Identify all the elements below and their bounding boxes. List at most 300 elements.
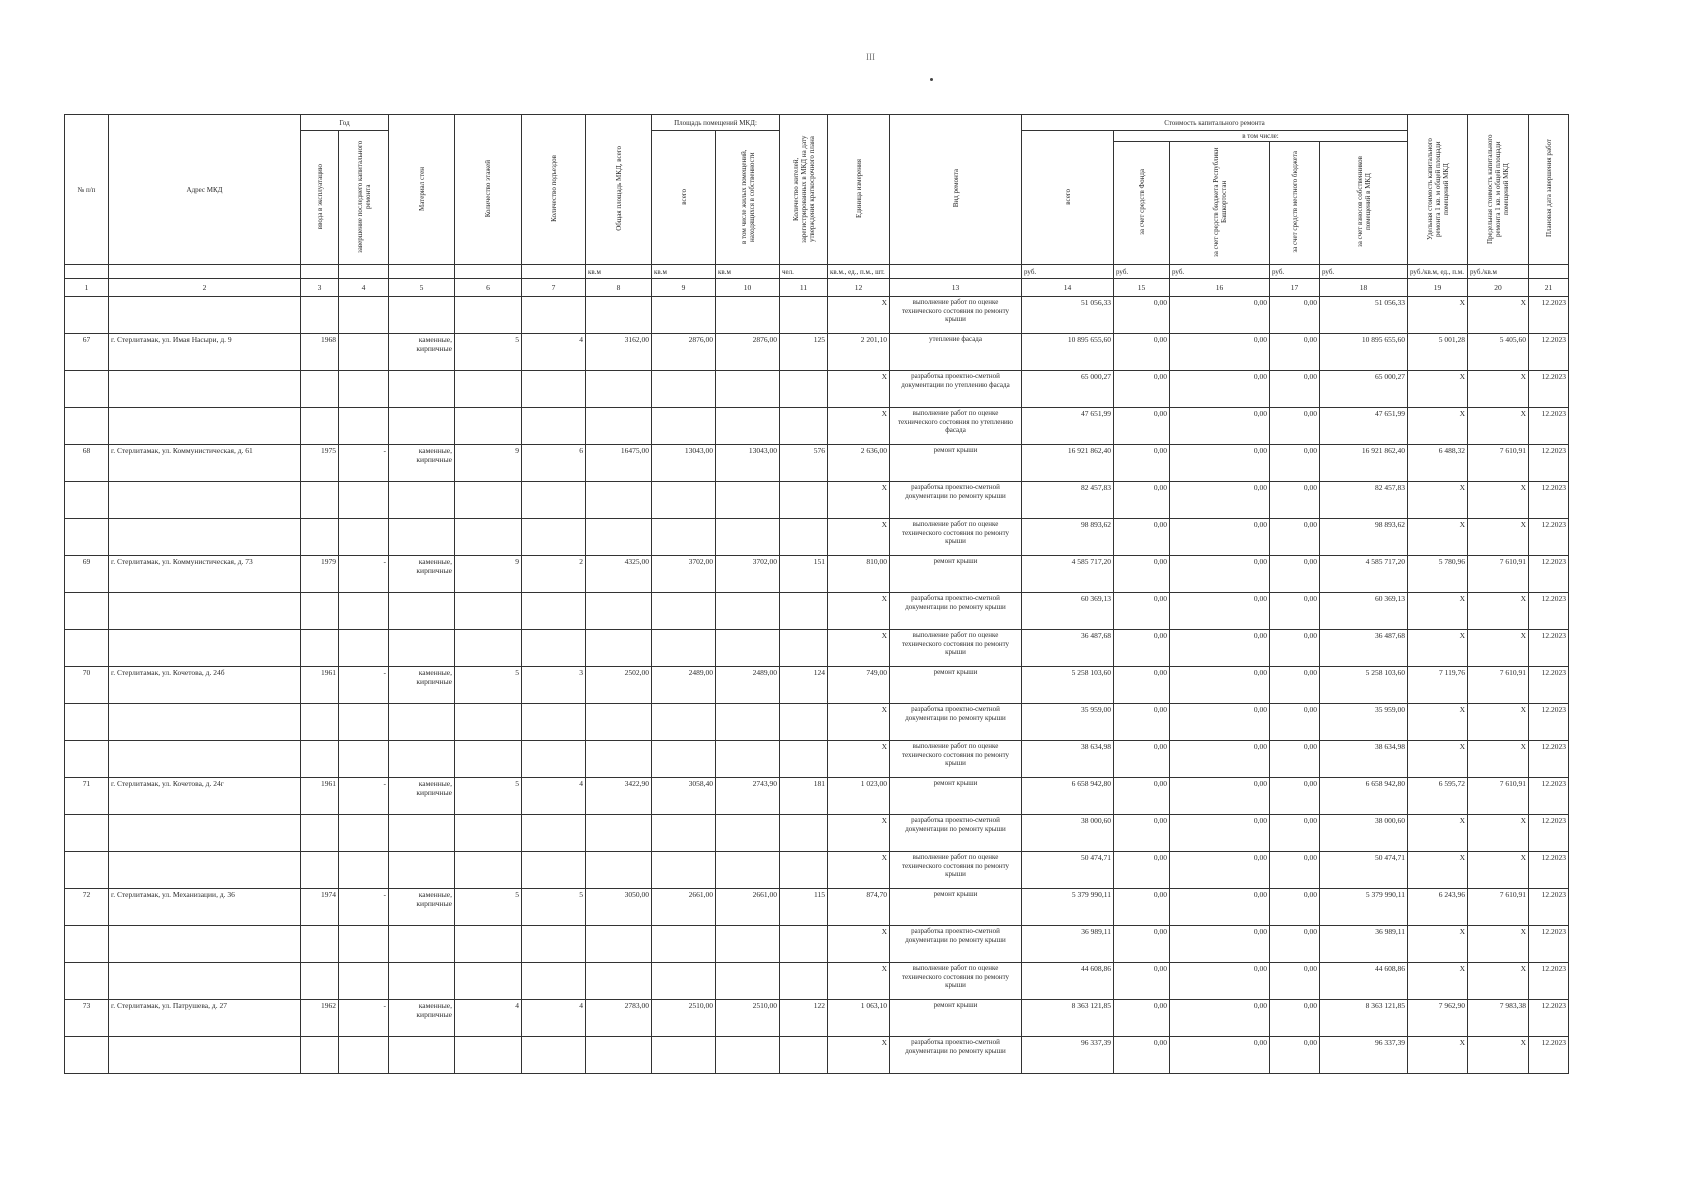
wall-material-cell: каменные, кирпичные bbox=[389, 1000, 455, 1037]
table-body bbox=[65, 297, 1569, 1074]
spec-cost-cell: X bbox=[1408, 408, 1468, 445]
row-number bbox=[65, 297, 109, 334]
residents-cell bbox=[780, 371, 828, 408]
cost-rb-cell: 0,00 bbox=[1170, 482, 1270, 519]
floors-cell bbox=[455, 408, 522, 445]
year-last-cell bbox=[339, 630, 389, 667]
cost-local-cell: 0,00 bbox=[1270, 556, 1320, 593]
wall-material-cell bbox=[389, 926, 455, 963]
unit-value-cell: X bbox=[828, 519, 890, 556]
year-built-cell bbox=[301, 593, 339, 630]
deadline-cell: 12.2023 bbox=[1529, 371, 1569, 408]
cost-fund-cell: 0,00 bbox=[1114, 741, 1170, 778]
premises-all-cell: 13043,00 bbox=[652, 445, 716, 482]
unit-value-cell: X bbox=[828, 482, 890, 519]
address-cell bbox=[109, 704, 301, 741]
unit-value-cell: X bbox=[828, 815, 890, 852]
spec-cost-cell: X bbox=[1408, 926, 1468, 963]
cost-rb-cell: 0,00 bbox=[1170, 815, 1270, 852]
unit-value-cell: 1 023,00 bbox=[828, 778, 890, 815]
cost-local-cell: 0,00 bbox=[1270, 334, 1320, 371]
entrances-cell bbox=[522, 926, 586, 963]
work-type-cell: ремонт крыши bbox=[890, 889, 1022, 926]
address-cell bbox=[109, 963, 301, 1000]
residents-cell bbox=[780, 741, 828, 778]
col-cost-total: всего bbox=[1022, 131, 1114, 265]
cost-total-cell: 35 959,00 bbox=[1022, 704, 1114, 741]
entrances-cell bbox=[522, 963, 586, 1000]
table-row bbox=[65, 297, 1569, 334]
residents-cell bbox=[780, 593, 828, 630]
deadline-cell: 12.2023 bbox=[1529, 519, 1569, 556]
unit-cell bbox=[301, 265, 339, 279]
wall-material-cell bbox=[389, 408, 455, 445]
floors-cell bbox=[455, 371, 522, 408]
year-last-cell bbox=[339, 519, 389, 556]
cost-rb-cell: 0,00 bbox=[1170, 926, 1270, 963]
deadline-cell: 12.2023 bbox=[1529, 667, 1569, 704]
cost-local-cell: 0,00 bbox=[1270, 1000, 1320, 1037]
cost-fund-cell: 0,00 bbox=[1114, 889, 1170, 926]
row-number bbox=[65, 815, 109, 852]
work-type-cell: разработка проектно-сметной документации по утеплению фасада bbox=[890, 371, 1022, 408]
cost-fund-cell: 0,00 bbox=[1114, 445, 1170, 482]
premises-all-cell bbox=[652, 741, 716, 778]
floors-cell: 9 bbox=[455, 556, 522, 593]
total-area-cell bbox=[586, 408, 652, 445]
max-cost-cell: 7 983,38 bbox=[1468, 1000, 1529, 1037]
deadline-cell: 12.2023 bbox=[1529, 815, 1569, 852]
deadline-cell: 12.2023 bbox=[1529, 408, 1569, 445]
year-last-cell bbox=[339, 926, 389, 963]
max-cost-cell: 5 405,60 bbox=[1468, 334, 1529, 371]
max-cost-cell: X bbox=[1468, 482, 1529, 519]
total-area-cell bbox=[586, 815, 652, 852]
entrances-cell: 6 bbox=[522, 445, 586, 482]
year-last-cell: - bbox=[339, 778, 389, 815]
spec-cost-cell: X bbox=[1408, 1037, 1468, 1074]
unit-value-cell: X bbox=[828, 926, 890, 963]
year-last-cell: - bbox=[339, 889, 389, 926]
table-row bbox=[65, 445, 1569, 482]
work-type-cell: утепление фасада bbox=[890, 334, 1022, 371]
premises-fee-cell bbox=[716, 482, 780, 519]
cost-rb-cell: 0,00 bbox=[1170, 445, 1270, 482]
address-cell bbox=[109, 519, 301, 556]
unit-cell bbox=[890, 265, 1022, 279]
cost-local-cell: 0,00 bbox=[1270, 371, 1320, 408]
cost-owners-cell: 47 651,99 bbox=[1320, 408, 1408, 445]
work-type-cell: ремонт крыши bbox=[890, 667, 1022, 704]
col-deadline: Плановая дата завершения работ bbox=[1529, 115, 1569, 265]
year-built-cell bbox=[301, 815, 339, 852]
work-type-cell: ремонт крыши bbox=[890, 445, 1022, 482]
max-cost-cell: X bbox=[1468, 852, 1529, 889]
deadline-cell: 12.2023 bbox=[1529, 963, 1569, 1000]
entrances-cell bbox=[522, 815, 586, 852]
entrances-cell bbox=[522, 371, 586, 408]
premises-fee-cell: 2876,00 bbox=[716, 334, 780, 371]
year-built-cell: 1968 bbox=[301, 334, 339, 371]
cost-owners-cell: 38 000,60 bbox=[1320, 815, 1408, 852]
cost-owners-cell: 44 608,86 bbox=[1320, 963, 1408, 1000]
col-wall: Материал стен bbox=[389, 115, 455, 265]
column-number: 12 bbox=[828, 279, 890, 297]
spec-cost-cell: X bbox=[1408, 852, 1468, 889]
total-area-cell: 3162,00 bbox=[586, 334, 652, 371]
wall-material-cell bbox=[389, 1037, 455, 1074]
wall-material-cell bbox=[389, 630, 455, 667]
premises-fee-cell bbox=[716, 963, 780, 1000]
col-including: в том числе: bbox=[1114, 131, 1408, 142]
table-row bbox=[65, 963, 1569, 1000]
column-number: 1 bbox=[65, 279, 109, 297]
cost-local-cell: 0,00 bbox=[1270, 815, 1320, 852]
address-cell: г. Стерлитамак, ул. Имая Насыри, д. 9 bbox=[109, 334, 301, 371]
col-unit: Единица измерения bbox=[828, 115, 890, 265]
floors-cell bbox=[455, 1037, 522, 1074]
cost-owners-cell: 5 379 990,11 bbox=[1320, 889, 1408, 926]
unit-cell: руб./кв.м bbox=[1468, 265, 1529, 279]
row-number bbox=[65, 630, 109, 667]
col-premises-all: всего bbox=[652, 131, 716, 265]
total-area-cell bbox=[586, 926, 652, 963]
col-year-last: завершение последнего капитального ремонта bbox=[339, 131, 389, 265]
work-type-cell: разработка проектно-сметной документации по ремонту крыши bbox=[890, 593, 1022, 630]
unit-value-cell: X bbox=[828, 1037, 890, 1074]
premises-fee-cell: 2661,00 bbox=[716, 889, 780, 926]
max-cost-cell: X bbox=[1468, 630, 1529, 667]
table-row bbox=[65, 667, 1569, 704]
deadline-cell: 12.2023 bbox=[1529, 297, 1569, 334]
work-type-cell: разработка проектно-сметной документации по ремонту крыши bbox=[890, 1037, 1022, 1074]
year-built-cell bbox=[301, 963, 339, 1000]
table-row bbox=[65, 593, 1569, 630]
year-last-cell bbox=[339, 334, 389, 371]
wall-material-cell: каменные, кирпичные bbox=[389, 445, 455, 482]
cost-rb-cell: 0,00 bbox=[1170, 963, 1270, 1000]
unit-value-cell: X bbox=[828, 741, 890, 778]
year-last-cell: - bbox=[339, 445, 389, 482]
table-row bbox=[65, 926, 1569, 963]
cost-total-cell: 8 363 121,85 bbox=[1022, 1000, 1114, 1037]
floors-cell: 5 bbox=[455, 778, 522, 815]
cost-owners-cell: 60 369,13 bbox=[1320, 593, 1408, 630]
column-number: 6 bbox=[455, 279, 522, 297]
cost-total-cell: 96 337,39 bbox=[1022, 1037, 1114, 1074]
cost-fund-cell: 0,00 bbox=[1114, 778, 1170, 815]
cost-total-cell: 38 634,98 bbox=[1022, 741, 1114, 778]
total-area-cell bbox=[586, 371, 652, 408]
row-number: 71 bbox=[65, 778, 109, 815]
spec-cost-cell: X bbox=[1408, 704, 1468, 741]
premises-fee-cell bbox=[716, 704, 780, 741]
row-number bbox=[65, 593, 109, 630]
cost-owners-cell: 10 895 655,60 bbox=[1320, 334, 1408, 371]
unit-value-cell: 2 201,10 bbox=[828, 334, 890, 371]
wall-material-cell: каменные, кирпичные bbox=[389, 889, 455, 926]
column-number: 13 bbox=[890, 279, 1022, 297]
unit-cell: кв.м bbox=[716, 265, 780, 279]
column-number: 16 bbox=[1170, 279, 1270, 297]
table-row bbox=[65, 556, 1569, 593]
table-row bbox=[65, 519, 1569, 556]
cost-total-cell: 47 651,99 bbox=[1022, 408, 1114, 445]
wall-material-cell bbox=[389, 815, 455, 852]
residents-cell bbox=[780, 963, 828, 1000]
deadline-cell: 12.2023 bbox=[1529, 741, 1569, 778]
max-cost-cell: X bbox=[1468, 815, 1529, 852]
total-area-cell bbox=[586, 852, 652, 889]
cost-owners-cell: 4 585 717,20 bbox=[1320, 556, 1408, 593]
column-number: 8 bbox=[586, 279, 652, 297]
cost-total-cell: 51 056,33 bbox=[1022, 297, 1114, 334]
table-row bbox=[65, 408, 1569, 445]
cost-fund-cell: 0,00 bbox=[1114, 963, 1170, 1000]
premises-fee-cell: 13043,00 bbox=[716, 445, 780, 482]
residents-cell bbox=[780, 482, 828, 519]
scan-dot bbox=[930, 78, 933, 81]
row-number bbox=[65, 519, 109, 556]
address-cell bbox=[109, 482, 301, 519]
address-cell bbox=[109, 926, 301, 963]
col-entrances: Количество подъездов bbox=[522, 115, 586, 265]
col-cost: Стоимость капитального ремонта bbox=[1022, 115, 1408, 131]
row-number bbox=[65, 926, 109, 963]
column-number: 14 bbox=[1022, 279, 1114, 297]
total-area-cell: 3422,90 bbox=[586, 778, 652, 815]
unit-value-cell: X bbox=[828, 408, 890, 445]
entrances-cell bbox=[522, 1037, 586, 1074]
deadline-cell: 12.2023 bbox=[1529, 889, 1569, 926]
work-type-cell: выполнение работ по оценке технического состояния по ремонту крыши bbox=[890, 963, 1022, 1000]
cost-total-cell: 82 457,83 bbox=[1022, 482, 1114, 519]
unit-value-cell: X bbox=[828, 630, 890, 667]
year-built-cell: 1975 bbox=[301, 445, 339, 482]
cost-local-cell: 0,00 bbox=[1270, 667, 1320, 704]
year-built-cell: 1974 bbox=[301, 889, 339, 926]
entrances-cell: 4 bbox=[522, 1000, 586, 1037]
column-number: 11 bbox=[780, 279, 828, 297]
total-area-cell bbox=[586, 482, 652, 519]
premises-all-cell bbox=[652, 815, 716, 852]
total-area-cell bbox=[586, 593, 652, 630]
col-address: Адрес МКД bbox=[109, 115, 301, 265]
floors-cell: 4 bbox=[455, 1000, 522, 1037]
residents-cell bbox=[780, 408, 828, 445]
cost-local-cell: 0,00 bbox=[1270, 741, 1320, 778]
deadline-cell: 12.2023 bbox=[1529, 593, 1569, 630]
cost-owners-cell: 36 989,11 bbox=[1320, 926, 1408, 963]
cost-total-cell: 36 487,68 bbox=[1022, 630, 1114, 667]
year-last-cell bbox=[339, 408, 389, 445]
row-number: 67 bbox=[65, 334, 109, 371]
cost-fund-cell: 0,00 bbox=[1114, 297, 1170, 334]
year-built-cell: 1961 bbox=[301, 667, 339, 704]
cost-total-cell: 5 258 103,60 bbox=[1022, 667, 1114, 704]
premises-all-cell bbox=[652, 408, 716, 445]
column-numbers-row bbox=[65, 279, 1569, 297]
cost-rb-cell: 0,00 bbox=[1170, 889, 1270, 926]
cost-total-cell: 44 608,86 bbox=[1022, 963, 1114, 1000]
premises-fee-cell bbox=[716, 1037, 780, 1074]
table-row bbox=[65, 371, 1569, 408]
year-built-cell bbox=[301, 408, 339, 445]
cost-rb-cell: 0,00 bbox=[1170, 667, 1270, 704]
column-number: 9 bbox=[652, 279, 716, 297]
repair-plan-table bbox=[64, 114, 1569, 1074]
column-number: 4 bbox=[339, 279, 389, 297]
column-number: 2 bbox=[109, 279, 301, 297]
premises-all-cell bbox=[652, 963, 716, 1000]
residents-cell bbox=[780, 297, 828, 334]
max-cost-cell: X bbox=[1468, 741, 1529, 778]
cost-rb-cell: 0,00 bbox=[1170, 519, 1270, 556]
cost-total-cell: 38 000,60 bbox=[1022, 815, 1114, 852]
cost-rb-cell: 0,00 bbox=[1170, 334, 1270, 371]
unit-value-cell: X bbox=[828, 704, 890, 741]
wall-material-cell bbox=[389, 519, 455, 556]
work-type-cell: разработка проектно-сметной документации по ремонту крыши bbox=[890, 926, 1022, 963]
premises-all-cell: 3058,40 bbox=[652, 778, 716, 815]
entrances-cell: 2 bbox=[522, 556, 586, 593]
spec-cost-cell: X bbox=[1408, 371, 1468, 408]
cost-local-cell: 0,00 bbox=[1270, 778, 1320, 815]
table-row bbox=[65, 334, 1569, 371]
cost-local-cell: 0,00 bbox=[1270, 1037, 1320, 1074]
work-type-cell: ремонт крыши bbox=[890, 556, 1022, 593]
work-type-cell: выполнение работ по оценке технического состояния по ремонту крыши bbox=[890, 297, 1022, 334]
work-type-cell: ремонт крыши bbox=[890, 1000, 1022, 1037]
year-last-cell: - bbox=[339, 667, 389, 704]
entrances-cell: 5 bbox=[522, 889, 586, 926]
residents-cell bbox=[780, 852, 828, 889]
residents-cell: 122 bbox=[780, 1000, 828, 1037]
cost-owners-cell: 50 474,71 bbox=[1320, 852, 1408, 889]
work-type-cell: разработка проектно-сметной документации по ремонту крыши bbox=[890, 482, 1022, 519]
floors-cell: 9 bbox=[455, 445, 522, 482]
floors-cell bbox=[455, 815, 522, 852]
cost-total-cell: 4 585 717,20 bbox=[1022, 556, 1114, 593]
cost-owners-cell: 96 337,39 bbox=[1320, 1037, 1408, 1074]
unit-cell: руб. bbox=[1114, 265, 1170, 279]
spec-cost-cell: X bbox=[1408, 297, 1468, 334]
cost-rb-cell: 0,00 bbox=[1170, 297, 1270, 334]
cost-total-cell: 5 379 990,11 bbox=[1022, 889, 1114, 926]
premises-fee-cell bbox=[716, 852, 780, 889]
unit-cell: кв.м., ед., п.м., шт. bbox=[828, 265, 890, 279]
entrances-cell bbox=[522, 408, 586, 445]
cost-rb-cell: 0,00 bbox=[1170, 778, 1270, 815]
spec-cost-cell: 6 595,72 bbox=[1408, 778, 1468, 815]
cost-rb-cell: 0,00 bbox=[1170, 408, 1270, 445]
table-row bbox=[65, 1037, 1569, 1074]
max-cost-cell: 7 610,91 bbox=[1468, 778, 1529, 815]
premises-all-cell: 2510,00 bbox=[652, 1000, 716, 1037]
year-built-cell: 1979 bbox=[301, 556, 339, 593]
total-area-cell: 16475,00 bbox=[586, 445, 652, 482]
address-cell bbox=[109, 408, 301, 445]
table-row bbox=[65, 815, 1569, 852]
max-cost-cell: X bbox=[1468, 1037, 1529, 1074]
unit-cell: кв.м bbox=[652, 265, 716, 279]
unit-cell: руб. bbox=[1270, 265, 1320, 279]
unit-cell: руб. bbox=[1320, 265, 1408, 279]
row-number bbox=[65, 408, 109, 445]
cost-fund-cell: 0,00 bbox=[1114, 593, 1170, 630]
column-number: 18 bbox=[1320, 279, 1408, 297]
year-last-cell bbox=[339, 482, 389, 519]
unit-cell bbox=[389, 265, 455, 279]
work-type-cell: разработка проектно-сметной документации по ремонту крыши bbox=[890, 815, 1022, 852]
premises-all-cell bbox=[652, 519, 716, 556]
table-row bbox=[65, 852, 1569, 889]
spec-cost-cell: 7 119,76 bbox=[1408, 667, 1468, 704]
cost-total-cell: 60 369,13 bbox=[1022, 593, 1114, 630]
premises-all-cell: 2876,00 bbox=[652, 334, 716, 371]
cost-local-cell: 0,00 bbox=[1270, 630, 1320, 667]
residents-cell bbox=[780, 519, 828, 556]
cost-rb-cell: 0,00 bbox=[1170, 852, 1270, 889]
cost-fund-cell: 0,00 bbox=[1114, 482, 1170, 519]
deadline-cell: 12.2023 bbox=[1529, 1000, 1569, 1037]
floors-cell bbox=[455, 852, 522, 889]
address-cell bbox=[109, 1037, 301, 1074]
cost-rb-cell: 0,00 bbox=[1170, 630, 1270, 667]
premises-fee-cell bbox=[716, 630, 780, 667]
max-cost-cell: X bbox=[1468, 297, 1529, 334]
residents-cell: 124 bbox=[780, 667, 828, 704]
unit-value-cell: 749,00 bbox=[828, 667, 890, 704]
premises-all-cell bbox=[652, 371, 716, 408]
unit-value-cell: 2 636,00 bbox=[828, 445, 890, 482]
deadline-cell: 12.2023 bbox=[1529, 852, 1569, 889]
max-cost-cell: 7 610,91 bbox=[1468, 556, 1529, 593]
premises-all-cell: 3702,00 bbox=[652, 556, 716, 593]
cost-local-cell: 0,00 bbox=[1270, 297, 1320, 334]
max-cost-cell: X bbox=[1468, 704, 1529, 741]
col-budget-local: за счет средств местного бюджета bbox=[1270, 142, 1320, 265]
column-number: 5 bbox=[389, 279, 455, 297]
units-row bbox=[65, 265, 1569, 279]
column-number: 17 bbox=[1270, 279, 1320, 297]
premises-fee-cell bbox=[716, 815, 780, 852]
cost-local-cell: 0,00 bbox=[1270, 408, 1320, 445]
work-type-cell: выполнение работ по оценке технического состояния по ремонту крыши bbox=[890, 741, 1022, 778]
table-row bbox=[65, 778, 1569, 815]
residents-cell bbox=[780, 630, 828, 667]
column-number: 19 bbox=[1408, 279, 1468, 297]
cost-total-cell: 36 989,11 bbox=[1022, 926, 1114, 963]
deadline-cell: 12.2023 bbox=[1529, 704, 1569, 741]
wall-material-cell: каменные, кирпичные bbox=[389, 334, 455, 371]
cost-owners-cell: 6 658 942,80 bbox=[1320, 778, 1408, 815]
premises-all-cell: 2489,00 bbox=[652, 667, 716, 704]
floors-cell bbox=[455, 593, 522, 630]
year-built-cell bbox=[301, 704, 339, 741]
floors-cell bbox=[455, 630, 522, 667]
deadline-cell: 12.2023 bbox=[1529, 482, 1569, 519]
table-header bbox=[65, 115, 1569, 297]
unit-value-cell: X bbox=[828, 371, 890, 408]
premises-fee-cell bbox=[716, 519, 780, 556]
unit-value-cell: 810,00 bbox=[828, 556, 890, 593]
deadline-cell: 12.2023 bbox=[1529, 630, 1569, 667]
year-last-cell: - bbox=[339, 556, 389, 593]
unit-cell: руб. bbox=[1170, 265, 1270, 279]
column-number: 10 bbox=[716, 279, 780, 297]
spec-cost-cell: 5 001,28 bbox=[1408, 334, 1468, 371]
